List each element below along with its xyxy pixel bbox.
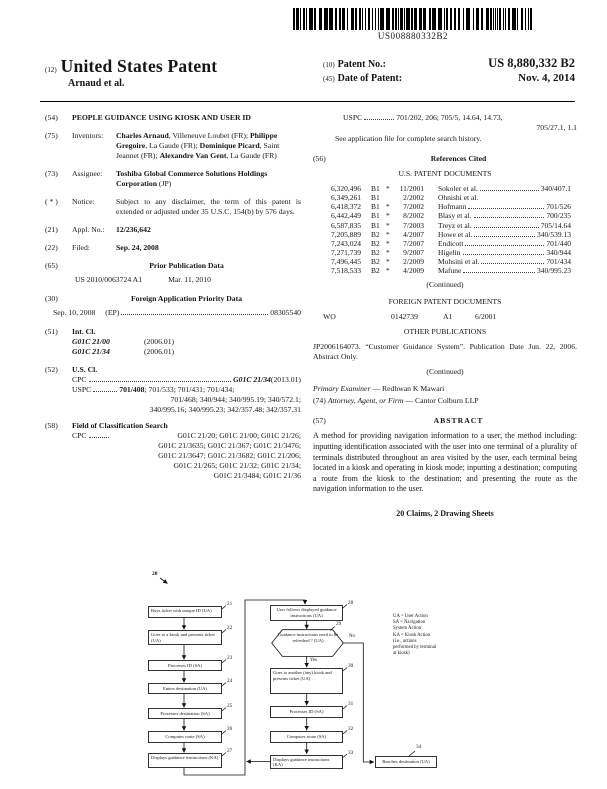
tag-57: (57) bbox=[313, 416, 326, 426]
flow-box-user-follows: User follows displayed guidance instructions (UA) bbox=[270, 605, 343, 621]
field-cpc-classes: G01C 21/20; G01C 21/00; G01C 21/26; bbox=[177, 431, 301, 440]
legend-line: (i.e., actions bbox=[393, 638, 417, 644]
first-inventor: Arnaud et al. bbox=[68, 78, 125, 89]
filed-block bbox=[72, 243, 301, 253]
section-field-search bbox=[45, 421, 301, 481]
section-foreign-priority bbox=[45, 294, 301, 318]
tag-star: ( * ) bbox=[45, 197, 58, 206]
uspc-cont-prefix: USPC bbox=[343, 113, 363, 122]
prior-pub-row bbox=[75, 275, 301, 285]
appl-no-label: Appl. No.: bbox=[72, 225, 105, 234]
flow-decision-refresh: Guidance instructions need to be refreshed ? (UA) bbox=[277, 632, 339, 643]
prior-pub-heading: Prior Publication Data bbox=[149, 261, 224, 270]
us-cl-label: U.S. Cl. bbox=[72, 365, 98, 374]
foreign-prio-heading-row bbox=[45, 294, 301, 304]
citation-row bbox=[331, 193, 571, 202]
ref-22: 22 bbox=[227, 625, 233, 631]
uspc-classes: ; 701/533; 701/431; 701/434; bbox=[144, 385, 235, 394]
uspc-continuation bbox=[343, 113, 577, 133]
inventor-name: Alexandre Van Gent bbox=[159, 151, 227, 160]
int-cl-version: (2006.01) bbox=[144, 347, 175, 356]
legend-line: SA = Navigation bbox=[393, 620, 426, 626]
foreign-prio-date: Sep. 10, 2008 bbox=[53, 308, 96, 317]
header-right bbox=[323, 56, 575, 89]
flow-box-compute-route: Computes route (SA) bbox=[148, 731, 222, 743]
cite-date: 4/2007 bbox=[403, 229, 424, 239]
legend-line: System Action bbox=[393, 626, 422, 632]
ref-31: 31 bbox=[348, 701, 354, 707]
abstract-text: A method for providing navigation information to a user, the method including: inputting identification associated with the user into one terminal of a plurality of terminals distributed throughout an area visited by the user, each terminal being located in a kiosk and operating in kiosk mode; inputting a destination; computing a route from the kiosk to the destination; and presenting the route as the navigation information to the user. bbox=[313, 431, 577, 494]
cite-kind: B1 bbox=[371, 193, 380, 203]
ref-30: 30 bbox=[348, 663, 354, 669]
examiner-label: Primary Examiner bbox=[313, 384, 371, 394]
legend-line: KA = Kiosk Action bbox=[393, 632, 431, 638]
filed-label: Filed: bbox=[72, 243, 90, 252]
cite-name: Mafune bbox=[438, 266, 462, 276]
inventor-name: Charles Arnaud bbox=[116, 131, 169, 140]
cite-class: 705/14.64 bbox=[540, 220, 571, 230]
dot-leader bbox=[463, 266, 535, 273]
flow-box-process-destination: Processes destination (SA) bbox=[148, 708, 222, 719]
inventor-name: Dominique Picard bbox=[199, 141, 260, 150]
flow-box-display-guidance: Displays guidance instructions (KA) bbox=[148, 753, 222, 768]
inventor-location: , La Gaude (FR); bbox=[145, 141, 200, 150]
barcode-block bbox=[293, 8, 533, 41]
cite-name: Howe et al. bbox=[438, 229, 473, 239]
attorney-name: — Cantor Colburn LLP bbox=[403, 396, 479, 406]
references-heading: References Cited bbox=[430, 154, 487, 163]
cite-kind: B1 bbox=[371, 211, 380, 221]
patent-number-label: Patent No.: bbox=[337, 59, 386, 70]
cite-date: 7/2007 bbox=[403, 238, 424, 248]
cite-kind: B2 bbox=[371, 238, 380, 248]
tag-74: (74) bbox=[313, 396, 326, 406]
tag-73: (73) bbox=[45, 169, 58, 178]
ref-29: 29 bbox=[336, 621, 342, 627]
header-left bbox=[45, 56, 217, 89]
foreign-prio-row bbox=[53, 308, 301, 318]
flow-box-go-kiosk: Goes to a kiosk and presents ticket (UA) bbox=[148, 630, 222, 645]
us-patent-documents-heading: U.S. PATENT DOCUMENTS bbox=[398, 169, 492, 178]
tag-22: (22) bbox=[45, 243, 58, 252]
flow-box-go-another-kiosk: Goes to another (any) kiosk and presents ticket (UA) bbox=[270, 668, 343, 694]
cite-class: 340/539.13 bbox=[537, 229, 571, 239]
cite-star: * bbox=[386, 202, 390, 212]
cite-number: 6,320,496 bbox=[331, 184, 361, 193]
flow-box-reaches-destination: Reaches destination (UA) bbox=[375, 756, 437, 768]
continued-note: (Continued) bbox=[426, 280, 464, 290]
tag-10: (10) bbox=[323, 61, 335, 69]
ref-23: 23 bbox=[227, 655, 233, 661]
cite-name: Mohsini et al. bbox=[438, 257, 480, 267]
figure-ref-number: 20 bbox=[152, 571, 158, 577]
citation-row bbox=[331, 239, 571, 248]
field-search-label: Field of Classification Search bbox=[72, 421, 168, 430]
foreign-kind: A1 bbox=[443, 312, 453, 322]
cite-star: * bbox=[386, 257, 390, 267]
cite-date: 4/2009 bbox=[403, 266, 424, 276]
cite-number: 6,587,835 bbox=[331, 220, 361, 230]
cite-kind: B2 bbox=[371, 266, 380, 276]
flow-box-buy-ticket: Buys ticket with unique ID (UA) bbox=[148, 606, 222, 618]
uspc-line2: 701/468; 340/944; 340/995.19; 340/572.1; bbox=[170, 395, 301, 404]
notice-block bbox=[72, 197, 301, 217]
prior-pub-number: US 2010/0063724 A1 bbox=[75, 275, 143, 284]
tag-45: (45) bbox=[323, 75, 335, 83]
ref-28: 28 bbox=[348, 600, 354, 606]
uspc-line1 bbox=[72, 385, 301, 395]
cite-kind: B1 bbox=[371, 184, 380, 193]
dot-leader bbox=[474, 230, 535, 237]
foreign-prio-number: 08305540 bbox=[270, 308, 301, 317]
cite-date: 7/2002 bbox=[403, 202, 424, 212]
inventors-label: Inventors: bbox=[72, 131, 104, 140]
notice-text: Subject to any disclaimer, the term of this patent is extended or adjusted under 35 U.S.C. 154(b) by 576 days. bbox=[116, 197, 301, 216]
field-cpc-line1 bbox=[72, 431, 301, 441]
patent-header bbox=[45, 56, 575, 89]
cite-name: Higelin bbox=[438, 247, 461, 257]
inventor-name: Philippe Gregoire bbox=[116, 131, 278, 150]
field-cpc-prefix: CPC bbox=[72, 431, 87, 440]
int-cl-row bbox=[72, 347, 301, 357]
flow-box-process-id-2: Processes ID (SA) bbox=[270, 706, 343, 718]
appl-no-value: 12/236,642 bbox=[116, 225, 151, 234]
uspc-cont-line2: 705/27.1, 1.1 bbox=[536, 123, 577, 132]
notice-label: Notice: bbox=[72, 197, 95, 206]
assignee-name: Toshiba Global Commerce Solutions Holdings Corporation bbox=[116, 169, 268, 188]
inventor-location: , Villeneuve Loubet (FR); bbox=[168, 131, 250, 140]
dot-leader bbox=[463, 248, 545, 255]
document-type-line bbox=[45, 56, 217, 77]
citation-row bbox=[331, 202, 571, 211]
cite-number: 7,243,024 bbox=[331, 238, 361, 248]
patent-date: Nov. 4, 2014 bbox=[518, 72, 575, 84]
legend-line: at kiosk) bbox=[393, 651, 410, 657]
cite-date: 11/2001 bbox=[399, 184, 424, 193]
tag-51: (51) bbox=[45, 327, 58, 336]
attorney-line bbox=[313, 396, 577, 406]
cpc-value: G01C 21/34 bbox=[233, 375, 271, 384]
cite-class: 701/440 bbox=[546, 238, 571, 248]
drawing-figure bbox=[140, 570, 460, 787]
patent-number: US 8,880,332 B2 bbox=[488, 56, 575, 70]
ref-33: 33 bbox=[348, 749, 354, 756]
tag-75: (75) bbox=[45, 131, 58, 140]
cite-star: * bbox=[386, 220, 390, 230]
uspc-prefix: USPC bbox=[72, 385, 92, 394]
section-us-cl bbox=[45, 365, 301, 415]
citation-row bbox=[331, 248, 571, 257]
ref-34: 34 bbox=[416, 744, 422, 750]
cite-number: 7,496,445 bbox=[331, 257, 361, 267]
cite-number: 7,518,533 bbox=[331, 266, 361, 276]
cite-number: 7,205,889 bbox=[331, 229, 361, 239]
flow-box-process-id: Processes ID (SA) bbox=[148, 660, 222, 671]
field-cpc-line4: G01C 21/265; G01C 21/32; G01C 21/34; bbox=[173, 461, 301, 470]
foreign-prio-region: (EP) bbox=[105, 308, 120, 317]
right-column bbox=[313, 113, 577, 519]
other-publications-heading: OTHER PUBLICATIONS bbox=[403, 327, 487, 337]
cite-kind: B2 bbox=[371, 247, 380, 257]
cite-kind: B1 bbox=[371, 202, 380, 212]
cite-class: 340/944 bbox=[546, 247, 571, 257]
tag-54: (54) bbox=[45, 113, 58, 122]
cite-star: * bbox=[386, 247, 390, 257]
foreign-citation-row bbox=[323, 312, 577, 322]
assignee-label: Assignee: bbox=[72, 169, 103, 178]
decision-yes-label: Yes bbox=[310, 658, 317, 663]
field-cpc-line2: G01C 21/3635; G01C 21/367; G01C 21/3476; bbox=[158, 441, 301, 450]
int-cl-row bbox=[72, 337, 301, 347]
cite-class: 700/235 bbox=[546, 211, 571, 221]
tag-12: (12) bbox=[45, 66, 57, 74]
other-publication-text: JP2006164073. “Customer Guidance System”. Publication Date Jun. 22, 2006. Abstract Only. bbox=[313, 342, 577, 362]
cpc-line bbox=[72, 375, 301, 385]
ref-21: 21 bbox=[227, 601, 233, 607]
tag-21: (21) bbox=[45, 225, 58, 234]
cite-star: * bbox=[386, 266, 390, 276]
cite-number: 6,418,372 bbox=[331, 202, 361, 212]
dot-leader bbox=[89, 375, 232, 382]
cite-name: Treyz et al. bbox=[438, 220, 472, 230]
decision-no-label: No bbox=[349, 634, 355, 639]
cite-class: 340/407.1 bbox=[540, 184, 571, 193]
dot-leader bbox=[480, 184, 539, 191]
cite-date: 2/2009 bbox=[403, 257, 424, 267]
appl-no-block bbox=[72, 225, 301, 235]
field-search-block bbox=[72, 421, 301, 481]
citation-row bbox=[331, 266, 571, 275]
flow-box-enter-destination: Enters destination (UA) bbox=[148, 683, 222, 694]
uspc-cont-classes: 701/202, 206; 705/5, 14.64, 14.73, bbox=[396, 113, 503, 122]
cite-number: 7,271,739 bbox=[331, 247, 361, 257]
barcode-icon bbox=[293, 8, 533, 30]
int-cl-code: G01C 21/00 bbox=[72, 337, 110, 346]
cite-kind: B2 bbox=[371, 257, 380, 267]
claims-sheets-line: 20 Claims, 2 Drawing Sheets bbox=[396, 508, 494, 518]
tag-58: (58) bbox=[45, 421, 58, 430]
uspc-cont-line1 bbox=[343, 113, 577, 123]
section-title bbox=[45, 113, 301, 123]
figure-legend bbox=[393, 614, 451, 658]
patent-date-row bbox=[323, 72, 575, 84]
cite-date: 8/2002 bbox=[403, 211, 424, 221]
citation-row bbox=[331, 221, 571, 230]
bibliographic-columns bbox=[45, 113, 577, 519]
int-cl-label: Int. Cl. bbox=[72, 327, 96, 336]
left-column bbox=[45, 113, 301, 519]
prior-pub-heading-row bbox=[45, 261, 301, 271]
cite-name: Ohnishi et al. bbox=[438, 193, 479, 203]
foreign-country: WO bbox=[323, 312, 336, 322]
assignee-block bbox=[72, 169, 301, 189]
cite-kind: B1 bbox=[371, 220, 380, 230]
prior-pub-date: Mar. 11, 2010 bbox=[168, 275, 211, 284]
dot-leader bbox=[465, 239, 544, 246]
int-cl-block bbox=[72, 327, 301, 357]
legend-line: performed by terminal bbox=[393, 645, 437, 651]
cite-star: * bbox=[386, 229, 390, 239]
ref-25: 25 bbox=[227, 703, 233, 709]
foreign-number: 0142739 bbox=[391, 312, 418, 322]
cite-name: Endicott bbox=[438, 238, 464, 248]
dot-leader bbox=[364, 113, 394, 120]
assignee-country: (JP) bbox=[157, 179, 172, 188]
dot-leader bbox=[474, 211, 545, 218]
cpc-prefix: CPC bbox=[72, 375, 87, 384]
int-cl-code: G01C 21/34 bbox=[72, 347, 110, 356]
cite-number: 6,442,449 bbox=[331, 211, 361, 221]
section-int-cl bbox=[45, 327, 301, 357]
continued-note: (Continued) bbox=[426, 367, 464, 377]
abstract-heading-row bbox=[313, 416, 577, 426]
foreign-date: 6/2001 bbox=[475, 312, 497, 322]
int-cl-version: (2006.01) bbox=[144, 337, 175, 346]
flow-box-compute-route-2: Computes route (SA) bbox=[270, 731, 343, 743]
cite-class: 701/526 bbox=[546, 202, 571, 212]
cite-date: 7/2003 bbox=[403, 220, 424, 230]
cite-name: Hofmann bbox=[438, 202, 467, 212]
legend-line: UA = User Action bbox=[393, 614, 428, 619]
us-citations-table bbox=[331, 184, 571, 275]
section-prior-publication bbox=[45, 261, 301, 285]
dot-leader bbox=[474, 221, 539, 228]
citation-row bbox=[331, 257, 571, 266]
tag-30: (30) bbox=[45, 294, 58, 303]
inventors-block bbox=[72, 131, 301, 161]
filed-value: Sep. 24, 2008 bbox=[116, 243, 159, 252]
section-assignee bbox=[45, 169, 301, 189]
cite-class: 701/434 bbox=[546, 257, 571, 267]
patent-number-row bbox=[323, 56, 575, 71]
field-cpc-line3: G01C 21/3647; G01C 21/3682; G01C 21/206; bbox=[158, 451, 301, 460]
ref-27: 27 bbox=[227, 748, 233, 754]
uspc-line3: 340/995.16; 340/995.23; 342/357.48; 342/357.31 bbox=[149, 405, 301, 414]
examiner-name: — Redhwan K Mawari bbox=[370, 384, 445, 394]
citation-row bbox=[331, 211, 571, 220]
search-history-note: See application file for complete search history. bbox=[335, 134, 482, 143]
inventors-value bbox=[116, 131, 301, 161]
ref-24: 24 bbox=[227, 678, 233, 684]
cpc-version: (2013.01) bbox=[270, 375, 301, 384]
assignee-value bbox=[116, 169, 301, 189]
cite-date: 2/2002 bbox=[403, 193, 424, 203]
ref-26: 26 bbox=[227, 726, 233, 732]
section-filed bbox=[45, 243, 301, 253]
cite-name: Sokoler et al. bbox=[438, 184, 478, 193]
cite-kind: B2 bbox=[371, 229, 380, 239]
section-appl-no bbox=[45, 225, 301, 235]
cite-star: * bbox=[386, 184, 390, 193]
cite-number: 6,349,261 bbox=[331, 193, 361, 203]
foreign-patent-documents-heading: FOREIGN PATENT DOCUMENTS bbox=[388, 297, 502, 307]
document-type: United States Patent bbox=[60, 56, 218, 76]
field-cpc-line5: G01C 21/3484; G01C 21/36 bbox=[213, 471, 301, 480]
tag-65: (65) bbox=[45, 261, 58, 270]
foreign-prio-heading: Foreign Application Priority Data bbox=[130, 294, 243, 303]
dot-leader bbox=[468, 202, 544, 209]
tag-56: (56) bbox=[313, 154, 326, 163]
uspc-primary-class: 701/408 bbox=[119, 385, 145, 394]
barcode-number: US008880332B2 bbox=[377, 31, 449, 41]
tag-52: (52) bbox=[45, 365, 58, 374]
cite-star: * bbox=[386, 211, 390, 221]
attorney-label: Attorney, Agent, or Firm bbox=[327, 396, 404, 406]
dot-leader bbox=[481, 257, 544, 264]
dot-leader bbox=[121, 308, 268, 315]
cite-class: 340/995.23 bbox=[537, 266, 571, 276]
dot-leader bbox=[93, 385, 117, 392]
abstract-heading: ABSTRACT bbox=[433, 416, 484, 426]
ref-32: 32 bbox=[348, 726, 354, 732]
dot-leader bbox=[89, 431, 109, 438]
section-notice bbox=[45, 197, 301, 217]
inventor-location: , La Gaude (FR) bbox=[226, 151, 277, 160]
examiner-line bbox=[313, 384, 577, 394]
cite-date: 9/2007 bbox=[403, 247, 424, 257]
citation-row bbox=[331, 184, 571, 193]
us-cl-block bbox=[72, 365, 301, 415]
invention-title: PEOPLE GUIDANCE USING KIOSK AND USER ID bbox=[72, 113, 251, 122]
cite-star: * bbox=[386, 238, 390, 248]
citation-row bbox=[331, 230, 571, 239]
flow-box-display-guidance-2: Displays guidance instructions (KA) bbox=[270, 755, 343, 769]
header-divider bbox=[40, 101, 575, 102]
inventor-location: , Saint Jeannet (FR); bbox=[116, 141, 280, 160]
section-inventors bbox=[45, 131, 301, 161]
references-heading-row bbox=[313, 154, 577, 164]
cite-name: Blasy et al. bbox=[438, 211, 472, 221]
patent-date-label: Date of Patent: bbox=[337, 73, 403, 84]
